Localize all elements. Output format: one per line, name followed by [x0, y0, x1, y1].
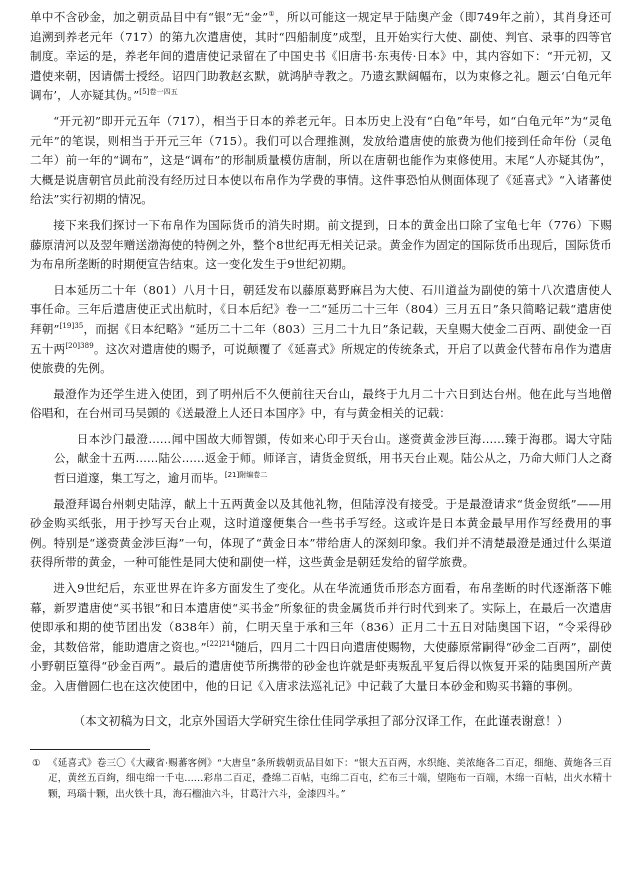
paper-page [30, 8, 612, 802]
paragraph-text: 最澄拜谒台州刺史陆淳，献上十五两黄金以及其他礼物，但陆淳没有接受。于是最澄请求“货金贸纸”——用砂金购买纸张，用于抄写天台止观，这时道邃便集合一些书手写经。这或许是日本黄金最早用作写经费用的事例。特别是“遂赍黄金涉巨海”一句，体现了“黄金日本”带给唐人的深刻印象。我们并不清楚最澄是通过什么渠道获得所带的黄金，一种可能性是同大使和副使一样，这些黄金是朝廷发给的留学旅费。 [30, 496, 612, 570]
paragraph-text: ，所以可能这一规定早于陆奥产金（即749年之前），其肖身还可追溯到养老元年（717）的第九次遣唐使，其时“四船制度”成型，且开始实行大使、副使、判官、录事的四等官制度。幸运的是，养老年间的遣唐使记录留在了中国史书《旧唐书·东夷传·日本》中，其内容如下：“开元初，又遣使来朝，因请儒士授经。诏四门助教赵玄默，就鸿胪寺教之。乃遗玄默阔幅布，以为束修之礼。题云‘白龟元年调布’，人亦疑其伪。” [30, 10, 612, 103]
paragraph-text: 日本延历二十年（801）八月十日，朝廷发布以藤原葛野麻吕为大使、石川道益为副使的第十八次遣唐使人事任命。三年后遣唐使正式出航时，《日本后纪》卷一二“延历二十三年（804）三月五日”条只简略记载“遣唐使拜朝” [30, 282, 612, 336]
paragraph-text: “开元初”即开元五年（717），相当于日本的养老元年。日本历史上没有“白龟”年号，如“白龟元年”为“灵龟元年”的笔误，则相当于开元三年（715）。我们可以合理推测，发放给遣唐使的旅费为他们接到任命年份（灵龟二年）前一年的“调布”，这是“调布”的形制质量模仿唐制，所以在唐朝也能作为束修使用。末尾“人亦疑其伪”，大概是说唐朝官员此前没有经历过日本使以布帛作为学费的事情。这件事恐怕从侧面体现了《延喜式》“入诸蕃使给法”实行初期的情况。 [30, 113, 612, 207]
acknowledgement: （本文初稿为日文，北京外国语大学研究生徐仕佳同学承担了部分汉译工作，在此谨表谢意！） [73, 713, 569, 728]
citation-ref: [22]214 [206, 639, 236, 648]
footnote [30, 756, 612, 803]
body-paragraph-2 [30, 112, 612, 210]
paragraph-text: 随后，四月二十四日向遣唐使赐物，大使藤原常嗣得“砂金二百两”，副使小野朝臣篁得“砂金百两”。最后的遣唐使节所携带的砂金也许就是虾夷叛乱平复后得以恢复开采的陆奥国所产黄金。入唐僧圆仁也在这次使团中，他的日记《入唐求法巡礼记》中记载了大量日本砂金和购买书籍的事例。 [30, 639, 612, 693]
footnote-marker[interactable]: ① [268, 10, 275, 19]
footnote-mark: ① [32, 757, 41, 769]
paragraph-text: 。这次对遣唐使的赐予，可说颠覆了《延喜式》所规定的传统条式，开启了以黄金代替布帛作为遣唐使旅费的先例。 [30, 341, 612, 376]
paragraph-text: 最澄作为还学生进入使团，到了明州后不久便前往天台山，最终于九月二十六日到达台州。他在此与当地僧俗唱和，在台州司马吴顗的《送最澄上人还日本国序》中，有与黄金相关的记载： [30, 386, 612, 421]
citation-ref: [19]35 [59, 322, 84, 331]
body-paragraph-1 [30, 8, 612, 106]
body-paragraph-6 [30, 495, 612, 573]
citation-ref: [21]附编卷二 [224, 471, 268, 480]
citation-ref: [5]卷一四五 [139, 88, 178, 97]
paragraph-text: 接下来我们探讨一下布帛作为国际货币的消失时期。前文提到，日本的黄金出口除了宝龟七年（776）下赐藤原清河以及翌年赠送渤海使的特例之外，整个8世纪再无相关记录。黄金作为固定的国际货币出现后，国际货币为布帛所垄断的时期便宣告结束。这一变化发生于9世纪初期。 [30, 217, 612, 272]
citation-ref: [20]389 [65, 341, 94, 350]
body-paragraph-7 [30, 579, 612, 697]
footnote-text: 《延喜式》卷三〇《大藏省·赐蕃客例》“大唐皇”条所载朝贡品目如下：“银大五百两，水织絁、美浓絁各二百疋，细絁、黄絁各三百疋，黄丝五百絇，细屯绵一千屯……彩帛二百疋，叠绵二百帖，屯绵二百屯，纻布三十端，望陁布一百端，木绵一百帖，出火水精十颗，玛瑙十颗，出火铁十具，海石榴油六斗，甘葛汁六斗，金漆四斗。” [48, 757, 612, 800]
paragraph-text: ，而据《日本纪略》“延历二十二年（803）三月二十九日”条记载，天皇赐大使金二百两、副使金一百五十两 [30, 321, 612, 356]
paragraph-text: 单中不含砂金，加之朝贡品目中有“银”无“金” [30, 10, 269, 24]
footnote-divider [30, 749, 150, 750]
quote-text: 日本沙门最澄……闻中国故大师智顗，传如来心印于天台山。遂赍黄金涉巨海……臻于海郡。谒大守陆公，献金十五两……陆公……返金于师。师译言，请货金贸纸，用书天台止观。陆公从之，乃命大师门人之裔哲曰道邃，集工写之，逾月而毕。 [54, 431, 612, 486]
body-paragraph-5 [30, 385, 612, 424]
block-quote [30, 430, 612, 489]
paragraph-text: 进入9世纪后，东亚世界在许多方面发生了变化。从在华流通货币形态方面看，布帛垄断的时代逐渐落下帷幕，新罗遣唐使“买书银”和日本遣唐使“买书金”所象征的贵金属货币并行时代到来了。实际上，在最后一次遣唐使即承和期的使节团出发（838年）前，仁明天皇于承和三年（836）正月二十五日对陆奥国下诏，“令采得砂金，其数倍常，能助遣唐之资也。” [30, 581, 612, 654]
body-paragraph-3 [30, 216, 612, 275]
body-paragraph-4 [30, 281, 612, 379]
